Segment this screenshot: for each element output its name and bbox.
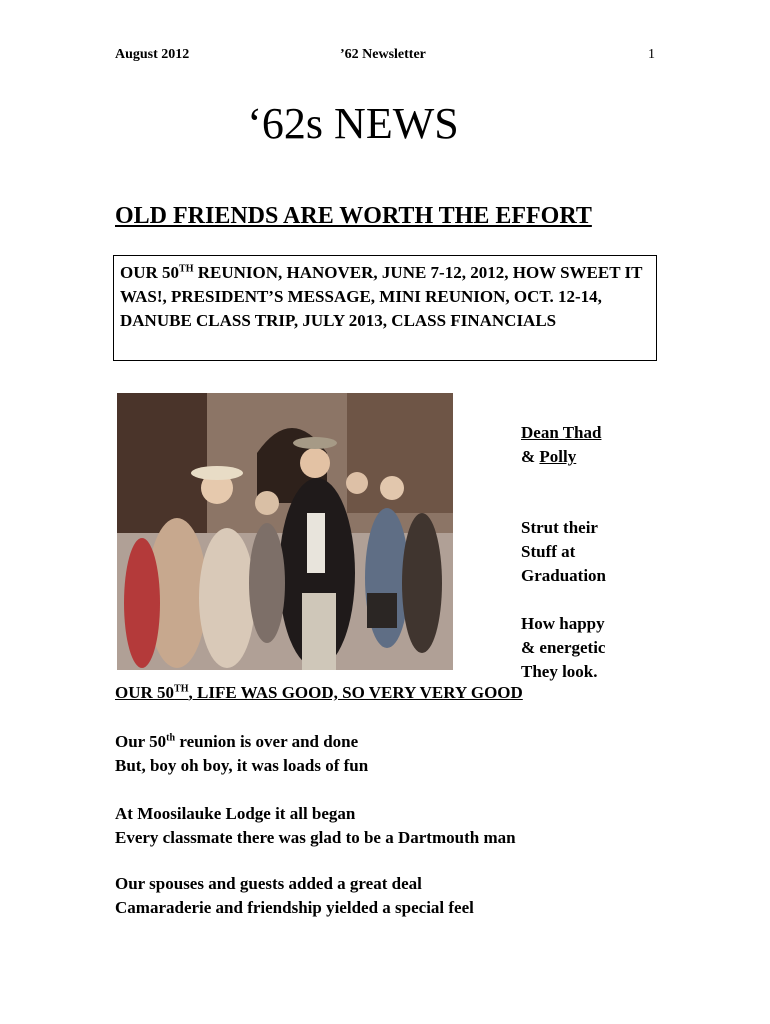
reunion-photo xyxy=(117,393,453,670)
main-heading: OLD FRIENDS ARE WORTH THE EFFORT xyxy=(115,203,592,229)
section-title-superscript: TH xyxy=(174,683,189,695)
summary-text-start: OUR 50 xyxy=(120,263,180,282)
poem-line: But, boy oh boy, it was loads of fun xyxy=(115,756,369,775)
summary-superscript: TH xyxy=(179,263,194,275)
caption-line: How happy xyxy=(521,614,605,633)
caption-ampersand: & xyxy=(521,447,540,466)
newsletter-title-text: ‘62s NEWS xyxy=(247,99,459,148)
poem-line: At Moosilauke Lodge it all began xyxy=(115,804,356,823)
poem-line: Every classmate there was glad to be a Dartmouth man xyxy=(115,828,516,847)
caption-line: They look. xyxy=(521,662,598,681)
poem-stanza-2 xyxy=(115,802,516,850)
page-number: 1 xyxy=(648,47,655,62)
poem-line-1-start: Our 50 xyxy=(115,732,167,751)
poem-line-1-rest: reunion is over and done xyxy=(175,732,359,751)
section-title-rest: , LIFE WAS GOOD, SO VERY VERY GOOD xyxy=(188,683,523,702)
poem-line: Our spouses and guests added a great deal xyxy=(115,874,422,893)
reunion-photo-illustration xyxy=(117,393,453,670)
header-date: August 2012 xyxy=(115,47,190,62)
caption-line: Stuff at xyxy=(521,542,576,561)
poem-stanza-3 xyxy=(115,872,474,920)
photo-caption-names xyxy=(521,421,601,469)
poem-line: Camaraderie and friendship yielded a special feel xyxy=(115,898,474,917)
section-title-start: OUR 50 xyxy=(115,683,175,702)
photo-caption-happy xyxy=(521,612,605,684)
caption-line: Graduation xyxy=(521,566,607,585)
section-title xyxy=(115,683,523,703)
photo-caption-strut xyxy=(521,516,606,588)
caption-line-polly xyxy=(521,445,601,469)
header-newsletter-name: ’62 Newsletter xyxy=(340,47,426,62)
caption-line: & energetic xyxy=(521,638,606,657)
poem-line xyxy=(115,730,368,754)
caption-line: Strut their xyxy=(521,518,598,537)
caption-name-polly: Polly xyxy=(539,447,577,466)
summary-text-rest: REUNION, HANOVER, JUNE 7-12, 2012, HOW SWEET IT WAS!, PRESIDENT’S MESSAGE, MINI REUNION, OCT. 12-14, DANUBE CLASS TRIP, JULY 2013, CLASS FINANCIALS xyxy=(120,263,643,330)
summary-box xyxy=(113,255,657,361)
poem-line-1-superscript: th xyxy=(166,732,176,744)
newsletter-title xyxy=(0,98,770,149)
poem-stanza-1 xyxy=(115,730,368,778)
caption-name-dean-thad: Dean Thad xyxy=(521,423,602,442)
